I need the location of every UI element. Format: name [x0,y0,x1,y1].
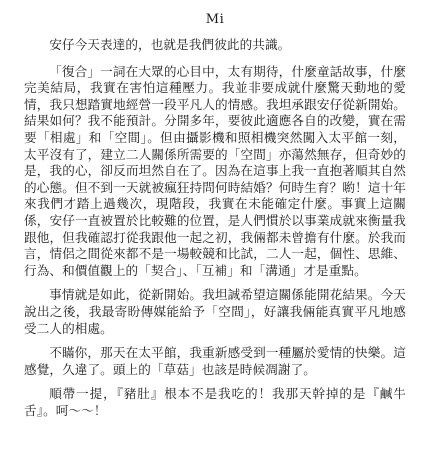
document-title: Mi [205,12,225,27]
paragraph-2: 「復合」一詞在大眾的心目中，太有期待，什麼童話故事，什麼完美結局，我實在害怕這種壓力。我並非要成就什麼驚天動地的愛情，我只想踏實地經營一段平凡人的情感。我坦承跟安仔從新開始。結果如何？我不能預計。分開多年，要彼此適應各自的改變，實在需要「相處」和「空間」。但由攝影機和照相機突然闖入太平館一刻，太平沒有了，建立二人關係所需要的「空間」亦蕩然無存，但奇妙的是，我的心，卻反而坦然自在了。因為在這事上我一直抱著順其自然的心態。但不到一天就被瘋狂持問何時結婚？何時生育？喲！這十年來我們才踏上過幾次，現階段，我實在未能確定什麼。事實上這關係，安仔一直被置於比較難的位置，是人們慣於以事業成就來衡量我跟他，但我確認打從我跟他一起之初，我倆都未曾擔有什麼。於我而言，情侶之間從來都不是一場較競和比試，二人一起，個性、思維、行為、和價值觀上的「契合」、「互補」和「溝通」才是重點。 [24,63,406,278]
paragraph-3: 事情就是如此，從新開始。我坦誠希望這關係能開花結果。今天說出之後，我最寄盼傳媒能給予「空間」，好讓我倆能真實平凡地感受二人的相處。 [24,287,406,336]
paragraph-5: 順帶一提，『豬肚』根本不是我吃的！我那天幹掉的是『鹹牛舌』。呵～～！ [24,386,406,418]
paragraph-1: 安仔今天表達的，也就是我們彼此的共識。 [49,37,291,52]
paragraph-4: 不瞞你，那天在太平館，我重新感受到一種屬於愛情的快樂。這感覺，久違了。頭上的「草菇」也該是時候凋謝了。 [24,345,406,377]
